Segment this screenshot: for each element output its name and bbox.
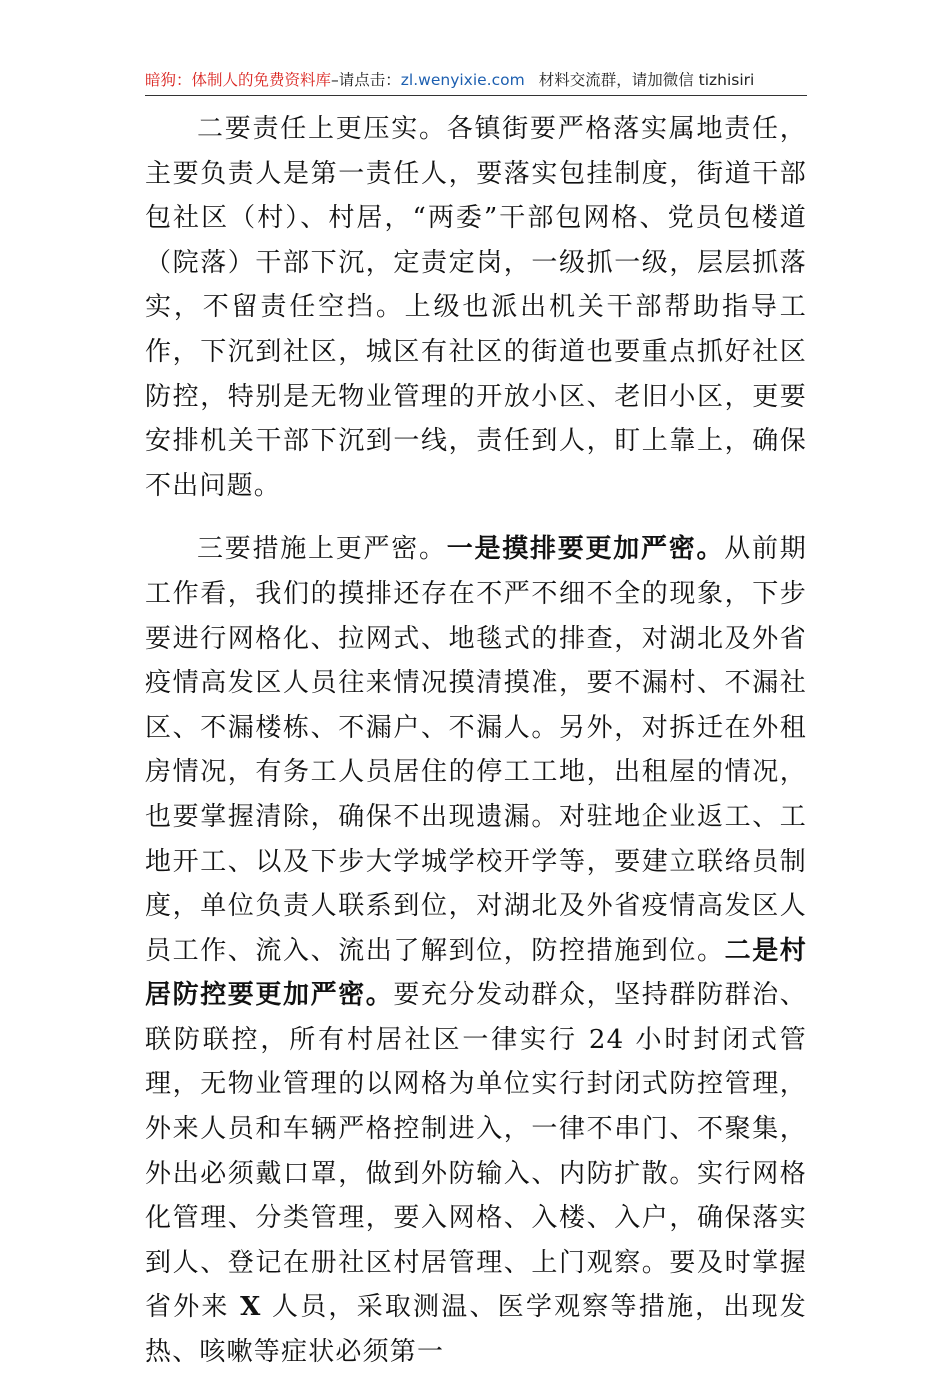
paragraph-2-text-2b: 人员，采取测温、医学观察等措施，出现发热、咳嗽等症状必须第一 [145, 1292, 807, 1368]
page-header [145, 68, 807, 92]
paragraph-2-lead: 三要措施上更严密。 [197, 534, 447, 565]
click-prompt: –请点击： [331, 71, 401, 89]
subheading-village-control: 二是村居防控要更加严密。 [145, 935, 807, 1011]
paragraph-measures [145, 527, 807, 1374]
document-body [145, 107, 807, 1375]
paragraph-responsibility [145, 107, 807, 508]
paragraph-1-text: 各镇街要严格落实属地责任，主要负责人是第一责任人，要落实包挂制度，街道干部包社区（村）、村居，“两委”干部包网格、党员包楼道（院落）干部下沉，定责定岗，一级抓一级，层层抓落实，不留责任空挡。上级也派出机关干部帮助指导工作，下沉到社区，城区有社区的街道也要重点抓好社区防控，特别是无物业管理的开放小区、老旧小区，更要安排机关干部下沉到一线，责任到人，盯上靠上，确保不出问题。 [145, 114, 807, 501]
subheading-survey: 一是摸排要更加严密。 [446, 534, 725, 565]
paragraph-2-text-2a: 要充分发动群众，坚持群防群治、联防联控，所有村居社区一律实行 24 小时封闭式管理，无物业管理的以网格为单位实行封闭式防控管理，外来人员和车辆严格控制进入，一律不串门、不聚集，外出必须戴口罩，做到外防输入、内防扩散。实行网格化管理、分类管理，要入网格、入楼、入户，确保落实到人、登记在册社区村居管理、上门观察。要及时掌握省外来 [145, 980, 807, 1323]
group-contact-text: 材料交流群，请加微信 tizhisiri [538, 71, 755, 89]
paragraph-1-lead: 二要责任上更压实。 [197, 114, 447, 144]
header-divider [145, 95, 807, 96]
site-name: 暗狗：体制人的免费资料库 [145, 71, 332, 89]
site-url-link[interactable]: zl.wenyixie.com [400, 71, 525, 89]
paragraph-2-text-1: 从前期工作看，我们的摸排还存在不严不细不全的现象，下步要进行网格化、拉网式、地毯式的排查，对湖北及外省疫情高发区人员往来情况摸清摸准，要不漏村、不漏社区、不漏楼栋、不漏户、不漏人。另外，对拆迁在外租房情况，有务工人员居住的停工工地，出租屋的情况，也要掌握清除，确保不出现遗漏。对驻地企业返工、工地开工、以及下步大学城学校开学等，要建立联络员制度，单位负责人联系到位，对湖北及外省疫情高发区人员工作、流入、流出了解到位，防控措施到位。 [145, 534, 807, 966]
placeholder-x: X [240, 1292, 262, 1323]
